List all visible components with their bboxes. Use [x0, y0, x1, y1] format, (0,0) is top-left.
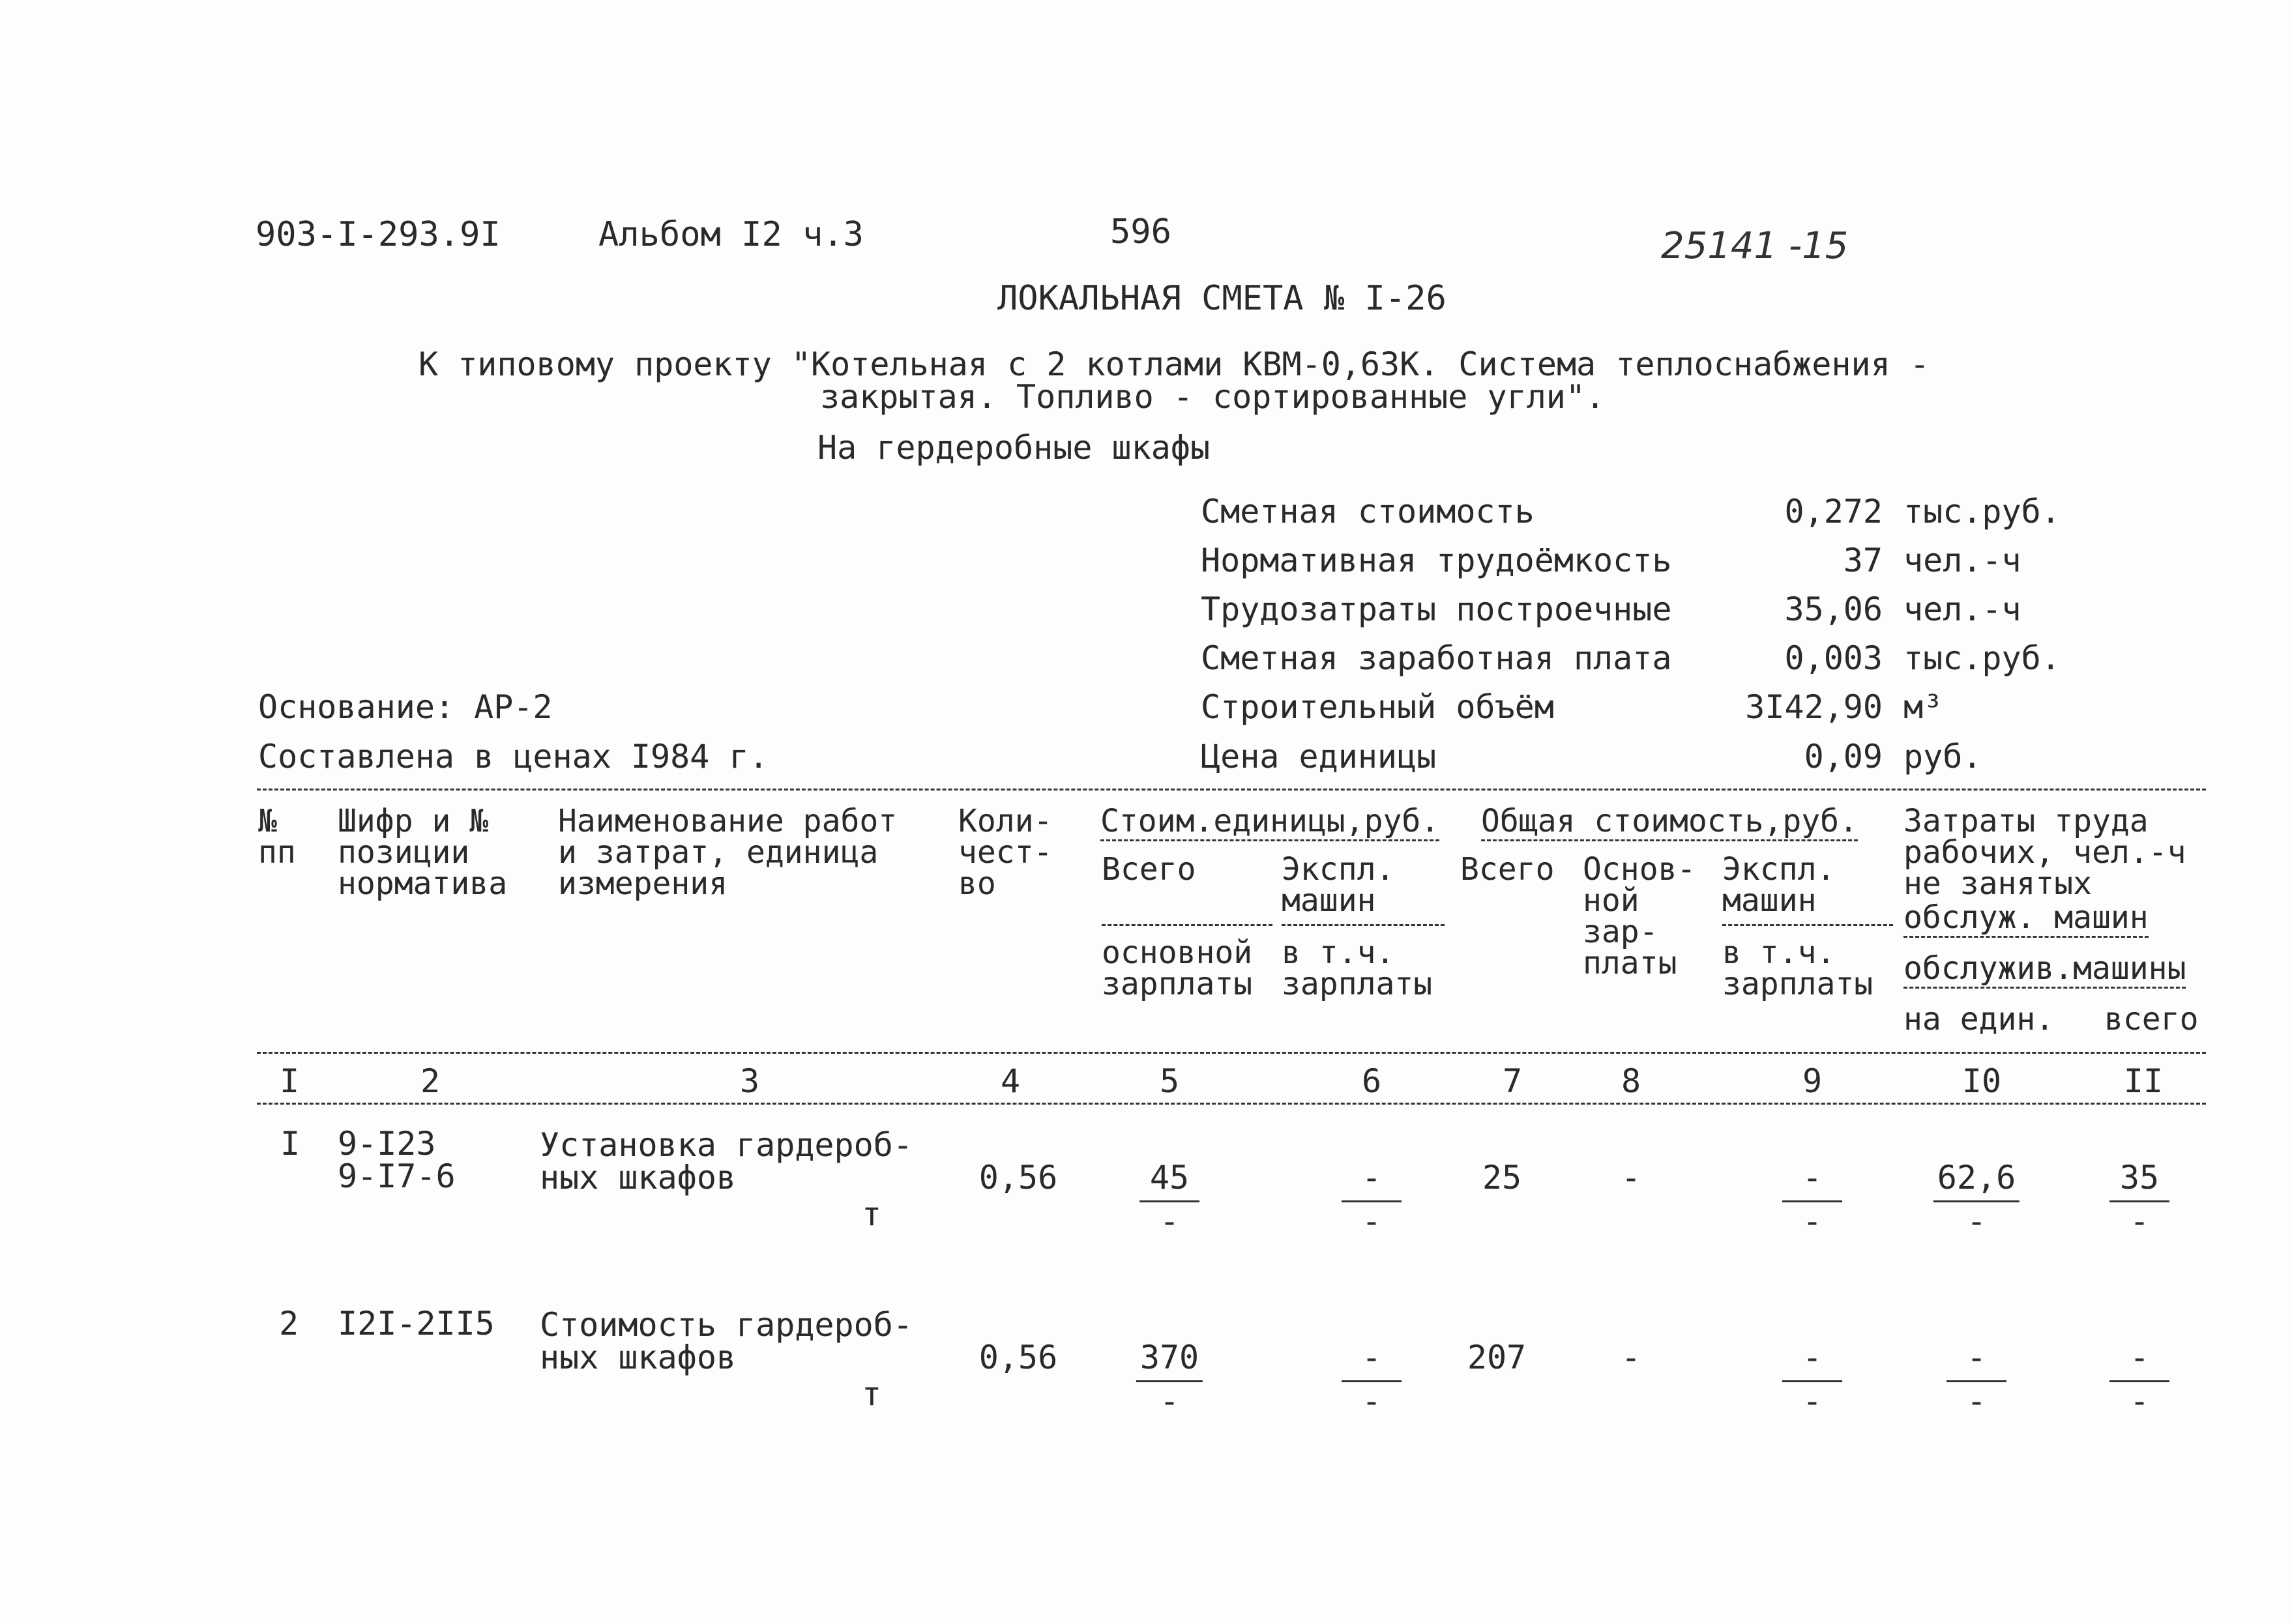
fraction-numerator: - [1947, 1341, 2006, 1382]
labor-header: Затраты труда [1903, 803, 2149, 839]
project-line-1: К типовому проекту "Котельная с 2 котлами КВМ-0,63К. Система теплоснабжения - [419, 345, 1930, 383]
row-labor-total [2109, 1161, 2169, 1238]
handwritten-number: 25141 -15 [1661, 225, 1849, 267]
row-name: ных шкафов [540, 1159, 737, 1196]
col6-rule [1282, 924, 1445, 926]
col6-wage-header: зарплаты [1282, 966, 1433, 1002]
summary-value: 0,272 [1784, 493, 1883, 530]
col-code-header: норматива [338, 865, 508, 902]
row-base-wage: - [1621, 1159, 1641, 1196]
summary-unit: чел.-ч [1903, 590, 2021, 628]
row-code: 9-I23 [338, 1125, 436, 1163]
column-number-rule [257, 1103, 2206, 1105]
col9-wage-header: зарплаты [1722, 966, 1873, 1002]
column-number: 3 [739, 1062, 760, 1100]
col8-wage-header: Основ- [1583, 851, 1696, 888]
unit-cost-header: Стоим.единицы,руб. [1100, 805, 1439, 841]
row-unit: т [862, 1375, 882, 1413]
column-number: 4 [1000, 1062, 1021, 1100]
row-total-cost: 207 [1467, 1339, 1527, 1376]
row-labor-per-unit [1933, 1161, 2020, 1238]
column-number: II [2123, 1062, 2164, 1100]
fraction-denominator: - [1361, 1382, 1382, 1420]
summary-label: Цена единицы [1201, 738, 1437, 776]
header-bottom-rule [257, 1052, 2206, 1054]
col-code-header: позиции [338, 834, 470, 871]
fraction-denominator: - [1802, 1382, 1823, 1420]
col-qty-header: чест- [958, 834, 1053, 871]
row-quantity: 0,56 [978, 1339, 1058, 1376]
col5-total-header: Всего [1102, 851, 1196, 888]
col-qty-header: во [958, 865, 996, 902]
column-number: I [279, 1062, 300, 1100]
col-name-header: Наименование работ [558, 803, 898, 839]
fraction-numerator: 370 [1136, 1341, 1203, 1382]
estimate-title: ЛОКАЛЬНАЯ СМЕТА № I-26 [997, 279, 1447, 318]
column-number: I0 [1961, 1062, 2002, 1100]
column-number: 2 [420, 1062, 441, 1100]
summary-unit: чел.-ч [1903, 542, 2021, 579]
row-code: I2I-2II5 [338, 1305, 495, 1342]
fraction-denominator: - [1159, 1382, 1180, 1420]
col6-machine-header: Экспл. [1282, 851, 1395, 888]
row-machine-cost [1342, 1339, 1402, 1420]
fraction-numerator: - [1342, 1161, 1402, 1202]
summary-unit: руб. [1903, 738, 1982, 776]
summary-unit: тыс.руб. [1903, 493, 2061, 530]
col6-wage-header: в т.ч. [1282, 935, 1395, 971]
col-code-header: Шифр и № [338, 803, 489, 839]
column-number: 5 [1159, 1062, 1180, 1100]
table-top-rule [257, 789, 2206, 790]
col-qty-header: Коли- [958, 803, 1053, 839]
album-label: Альбом I2 ч.3 [598, 215, 864, 254]
col8-wage-header: платы [1583, 945, 1677, 981]
fraction-denominator: - [2129, 1382, 2150, 1420]
row-name: Стоимость гардероб- [540, 1306, 913, 1344]
col5-rule [1102, 924, 1272, 926]
summary-value: 0,09 [1804, 738, 1883, 776]
fraction-denominator: - [1966, 1382, 1987, 1420]
row-name: ных шкафов [540, 1339, 737, 1376]
row-name: Установка гардероб- [540, 1126, 913, 1164]
column-number: 9 [1802, 1062, 1823, 1100]
summary-label: Нормативная трудоёмкость [1201, 542, 1672, 579]
col9-wage-header: в т.ч. [1722, 935, 1836, 971]
row-unit: т [862, 1195, 882, 1233]
summary-label: Сметная стоимость [1201, 493, 1535, 530]
basis-line: Основание: АР-2 [258, 688, 553, 726]
summary-label: Трудозатраты построечные [1201, 590, 1672, 628]
fraction-numerator: - [1782, 1341, 1842, 1382]
row-unit-cost [1139, 1161, 1199, 1238]
fraction-denominator: - [1966, 1202, 1987, 1240]
summary-value: 3I42,90 [1745, 688, 1883, 726]
row-labor-total [2109, 1339, 2169, 1420]
prices-line: Составлена в ценах I984 г. [258, 738, 769, 776]
labor-header: рабочих, чел.-ч [1903, 834, 2186, 871]
col9-machine-header: Экспл. [1722, 851, 1836, 888]
col8-wage-header: ной [1583, 882, 1639, 919]
col8-wage-header: зар- [1583, 914, 1658, 950]
row-labor-per-unit [1947, 1339, 2006, 1420]
fraction-numerator: 35 [2109, 1161, 2169, 1202]
summary-value: 37 [1843, 542, 1883, 579]
fraction-numerator: - [2109, 1341, 2169, 1382]
serviced-machines-header: обслужив.машины [1903, 953, 2186, 989]
column-number: 6 [1361, 1062, 1382, 1100]
summary-unit: тыс.руб. [1903, 639, 2061, 677]
labor-total-header: всего [2104, 1001, 2199, 1037]
fraction-numerator: 62,6 [1933, 1161, 2020, 1202]
row-base-wage: - [1621, 1339, 1641, 1376]
row-code: 9-I7-6 [338, 1157, 456, 1195]
row-machine-total [1782, 1161, 1842, 1238]
col-num-header: № [258, 803, 277, 839]
row-machine-total [1782, 1339, 1842, 1420]
col9-rule [1722, 924, 1893, 926]
col5-wage-header: основной [1102, 935, 1253, 971]
col6-machine-header: машин [1282, 882, 1376, 919]
column-number: 7 [1502, 1062, 1523, 1100]
summary-label: Строительный объём [1201, 688, 1554, 726]
col9-machine-header: машин [1722, 882, 1817, 919]
summary-unit: м³ [1903, 688, 1943, 726]
labor-header: не занятых [1903, 865, 2092, 902]
col-name-header: и затрат, единица [558, 834, 879, 871]
labor-header: обслуж. машин [1903, 902, 2149, 938]
col-num-header: пп [258, 834, 296, 871]
fraction-numerator: - [1782, 1161, 1842, 1202]
row-total-cost: 25 [1482, 1159, 1522, 1196]
row-machine-cost [1342, 1161, 1402, 1238]
summary-label: Сметная заработная плата [1201, 639, 1672, 677]
fraction-numerator: - [1342, 1341, 1402, 1382]
fraction-numerator: 45 [1139, 1161, 1199, 1202]
col-name-header: измерения [558, 865, 728, 902]
page-number: 596 [1110, 212, 1171, 252]
total-cost-header: Общая стоимость,руб. [1481, 805, 1858, 841]
col5-wage-header: зарплаты [1102, 966, 1253, 1002]
document-code: 903-I-293.9I [256, 215, 501, 254]
row-number: 2 [279, 1305, 299, 1342]
col7-total-header: Всего [1460, 851, 1555, 888]
row-unit-cost [1136, 1339, 1203, 1420]
summary-value: 0,003 [1784, 639, 1883, 677]
column-number: 8 [1621, 1062, 1641, 1100]
fraction-denominator: - [1361, 1202, 1382, 1240]
fraction-denominator: - [1159, 1202, 1180, 1240]
fraction-denominator: - [1802, 1202, 1823, 1240]
row-number: I [280, 1125, 301, 1163]
fraction-denominator: - [2129, 1202, 2150, 1240]
row-quantity: 0,56 [978, 1159, 1058, 1196]
project-line-2: закрытая. Топливо - сортированные угли". [820, 378, 1606, 416]
per-unit-header: на един. [1903, 1001, 2055, 1037]
purpose-line: На гердеробные шкафы [817, 429, 1211, 467]
summary-value: 35,06 [1784, 590, 1883, 628]
